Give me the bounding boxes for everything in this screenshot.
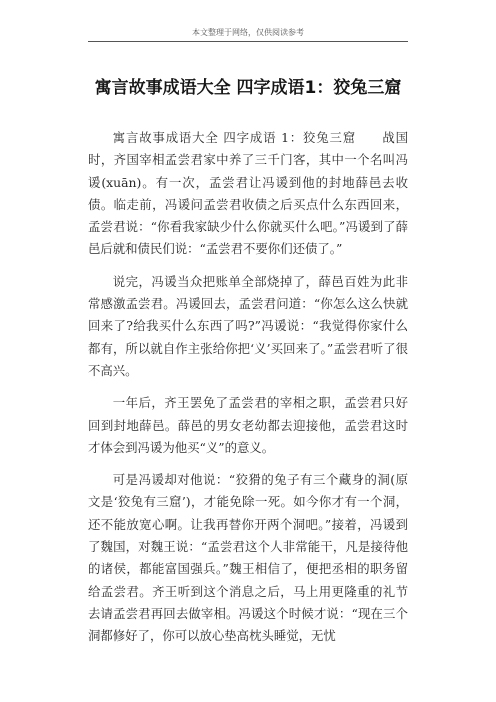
document-body bbox=[88, 127, 408, 648]
body-paragraph-2: 说完，冯谖当众把账单全部烧掉了，薛邑百姓为此非常感激孟尝君。冯谖回去，孟尝君问道：“你怎么这么快就回来了?给我买什么东西了吗?”冯谖说：“我觉得你家什么都有，所以就自作主张给你把‘义’买回来了。”孟尝君听了很不高兴。 bbox=[88, 273, 408, 378]
body-paragraph-1: 寓言故事成语大全 四字成语 1：狡兔三窟 战国时，齐国宰相孟尝君家中养了三千门客，其中一个名叫冯谖(xuān)。有一次，孟尝君让冯谖到他的封地薛邑去收债。临走前，冯谖问孟尝君收债之后买点什么东西回来，孟尝君说：“你看我家缺少什么你就买什么吧。”冯谖到了薛邑后就和债民们说：“孟尝君不要你们还债了。” bbox=[88, 130, 408, 257]
body-paragraph-3: 一年后，齐王罢免了孟尝君的宰相之职，孟尝君只好回到封地薛邑。薛邑的男女老幼都去迎接他，孟尝君这时才体会到冯谖为他买“义”的意义。 bbox=[88, 395, 408, 455]
page-header-note: 本文整理于网络，仅供阅读参考 bbox=[88, 24, 408, 42]
body-paragraph-4: 可是冯谖却对他说：“狡猾的兔子有三个藏身的洞(原文是‘狡兔有三窟’)，才能免除一死。如今你才有一个洞，还不能放宽心啊。让我再替你开两个洞吧。”接着，冯谖到了魏国，对魏王说：“孟尝君这个人非常能干，凡是接待他的诸侯，都能富国强兵。”魏王相信了，便把丞相的职务留给孟尝君。齐王听到这个消息之后，马上用更隆重的礼节去请孟尝君再回去做宰相。冯谖这个时候才说：“现在三个洞都修好了，你可以放心垫高枕头睡觉，无忧 bbox=[88, 472, 408, 644]
document-title: 寓言故事成语大全 四字成语1：狡兔三窟 bbox=[94, 78, 402, 98]
